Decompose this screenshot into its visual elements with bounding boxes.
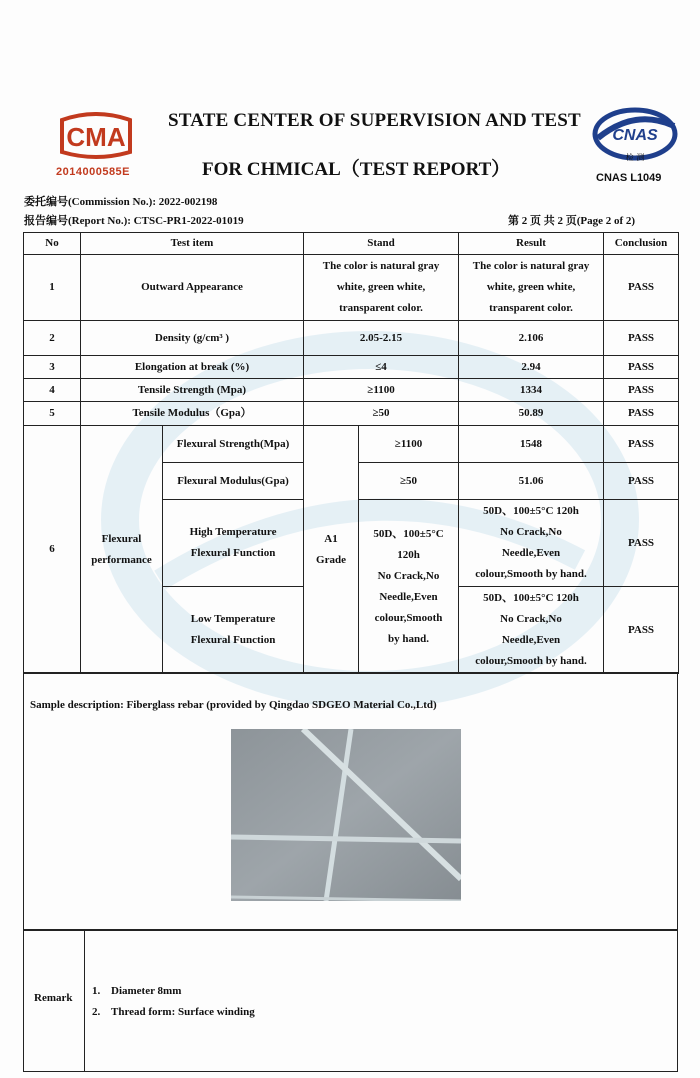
subrow-result: 51.06 (459, 463, 604, 500)
table-row (24, 379, 679, 402)
sample-photo (231, 729, 461, 901)
stand-line: The color is natural gray (322, 260, 440, 272)
sample-description: Sample description: Fiberglass rebar (provided by Qingdao SDGEO Material Co.,Ltd) (30, 699, 437, 711)
row-conclusion: PASS (604, 379, 679, 402)
row-no: 2 (24, 321, 81, 356)
row-item: Tensile Strength (Mpa) (81, 379, 304, 402)
svg-text:检 测: 检 测 (625, 153, 645, 162)
row-stand (304, 255, 459, 321)
header-no: No (24, 233, 81, 255)
row-stand: 2.05-2.15 (304, 321, 459, 356)
item-line: Flexural Function (190, 634, 276, 646)
stand-line: transparent color. (339, 302, 423, 314)
stand-line: 120h (397, 548, 420, 561)
grade-line: A1 (324, 532, 338, 545)
result-line: 50D、100±5°C 120h (483, 505, 579, 517)
row-group (81, 426, 163, 674)
subrow-stand: ≥1100 (359, 426, 459, 463)
subrow-result (459, 587, 604, 674)
group-line: performance (91, 553, 152, 566)
remark-panel (23, 930, 678, 1072)
row-no: 5 (24, 402, 81, 426)
row-item: Elongation at break (%) (81, 356, 304, 379)
subrow-result (459, 500, 604, 587)
row-no: 6 (24, 426, 81, 674)
row-no: 4 (24, 379, 81, 402)
table-row (24, 321, 679, 356)
header-result: Result (459, 233, 604, 255)
stand-line: by hand. (388, 632, 429, 645)
result-line: transparent color. (489, 302, 573, 314)
grade-line: Grade (316, 553, 346, 566)
stand-line: No Crack,No (377, 569, 440, 582)
svg-text:CMA: CMA (66, 122, 126, 152)
stand-line: Needle,Even (379, 590, 438, 603)
row-item: Density (g/cm³ ) (81, 321, 304, 356)
table-row (24, 356, 679, 379)
header-test-item: Test item (81, 233, 304, 255)
result-line: Needle,Even (501, 634, 561, 646)
report-title-line1: STATE CENTER OF SUPERVISION AND TEST (168, 110, 581, 131)
item-line: High Temperature (189, 526, 277, 538)
remark-label: Remark (34, 992, 73, 1004)
row-stand: ≥50 (304, 402, 459, 426)
item-line: Flexural Function (190, 547, 276, 559)
row-result: 50.89 (459, 402, 604, 426)
row-result: 2.106 (459, 321, 604, 356)
remark-item-number: 2. (92, 1006, 101, 1018)
subrow-conclusion: PASS (604, 426, 679, 463)
row-no: 3 (24, 356, 81, 379)
result-line: colour,Smooth by hand. (475, 568, 587, 580)
row-grade (304, 426, 359, 674)
result-line: colour,Smooth by hand. (475, 655, 587, 667)
row-result: 2.94 (459, 356, 604, 379)
remark-item-text: Diameter 8mm (111, 985, 182, 997)
result-line: Needle,Even (501, 547, 561, 559)
row-result: 1334 (459, 379, 604, 402)
row-stand: ≤4 (304, 356, 459, 379)
remark-item-number: 1. (92, 985, 101, 997)
row-item: Outward Appearance (81, 255, 304, 321)
report-title-line2: FOR CHMICAL（TEST REPORT） (202, 159, 511, 180)
table-header-row (24, 233, 679, 255)
stand-line: colour,Smooth (374, 611, 443, 624)
result-line: 50D、100±5°C 120h (483, 592, 579, 604)
table-row (24, 255, 679, 321)
item-line: Low Temperature (190, 613, 276, 625)
shared-stand (359, 500, 459, 674)
row-conclusion: PASS (604, 255, 679, 321)
result-line: white, green white, (486, 281, 576, 293)
subrow-result: 1548 (459, 426, 604, 463)
cnas-logo (592, 104, 678, 164)
cma-logo (54, 112, 138, 160)
subrow-item (163, 500, 304, 587)
cma-code: 2014000585E (56, 166, 131, 178)
subrow-conclusion: PASS (604, 587, 679, 674)
row-conclusion: PASS (604, 321, 679, 356)
subrow-item: Flexural Modulus(Gpa) (163, 463, 304, 500)
result-line: No Crack,No (500, 613, 562, 625)
header-stand: Stand (304, 233, 459, 255)
table-row (24, 426, 679, 463)
svg-text:CNAS: CNAS (612, 127, 658, 144)
subrow-conclusion: PASS (604, 463, 679, 500)
header-conclusion: Conclusion (604, 233, 679, 255)
subrow-conclusion: PASS (604, 500, 679, 587)
table-row (24, 402, 679, 426)
subrow-stand: ≥50 (359, 463, 459, 500)
row-item: Tensile Modulus（Gpa） (81, 402, 304, 426)
row-result (459, 255, 604, 321)
report-number: 报告编号(Report No.): CTSC-PR1-2022-01019 (24, 215, 244, 227)
result-line: The color is natural gray (472, 260, 590, 272)
group-line: Flexural (101, 532, 142, 545)
stand-line: white, green white, (336, 281, 426, 293)
stand-line: 50D、100±5°C (373, 527, 444, 540)
row-conclusion: PASS (604, 356, 679, 379)
remark-item-text: Thread form: Surface winding (111, 1006, 255, 1018)
row-no: 1 (24, 255, 81, 321)
row-stand: ≥1100 (304, 379, 459, 402)
row-conclusion: PASS (604, 402, 679, 426)
subrow-item (163, 587, 304, 674)
result-line: No Crack,No (500, 526, 562, 538)
test-results-table (23, 232, 679, 674)
commission-number: 委托编号(Commission No.): 2022-002198 (24, 196, 218, 208)
page-number: 第 2 页 共 2 页(Page 2 of 2) (508, 215, 636, 227)
subrow-item: Flexural Strength(Mpa) (163, 426, 304, 463)
cnas-code: CNAS L1049 (596, 172, 662, 184)
